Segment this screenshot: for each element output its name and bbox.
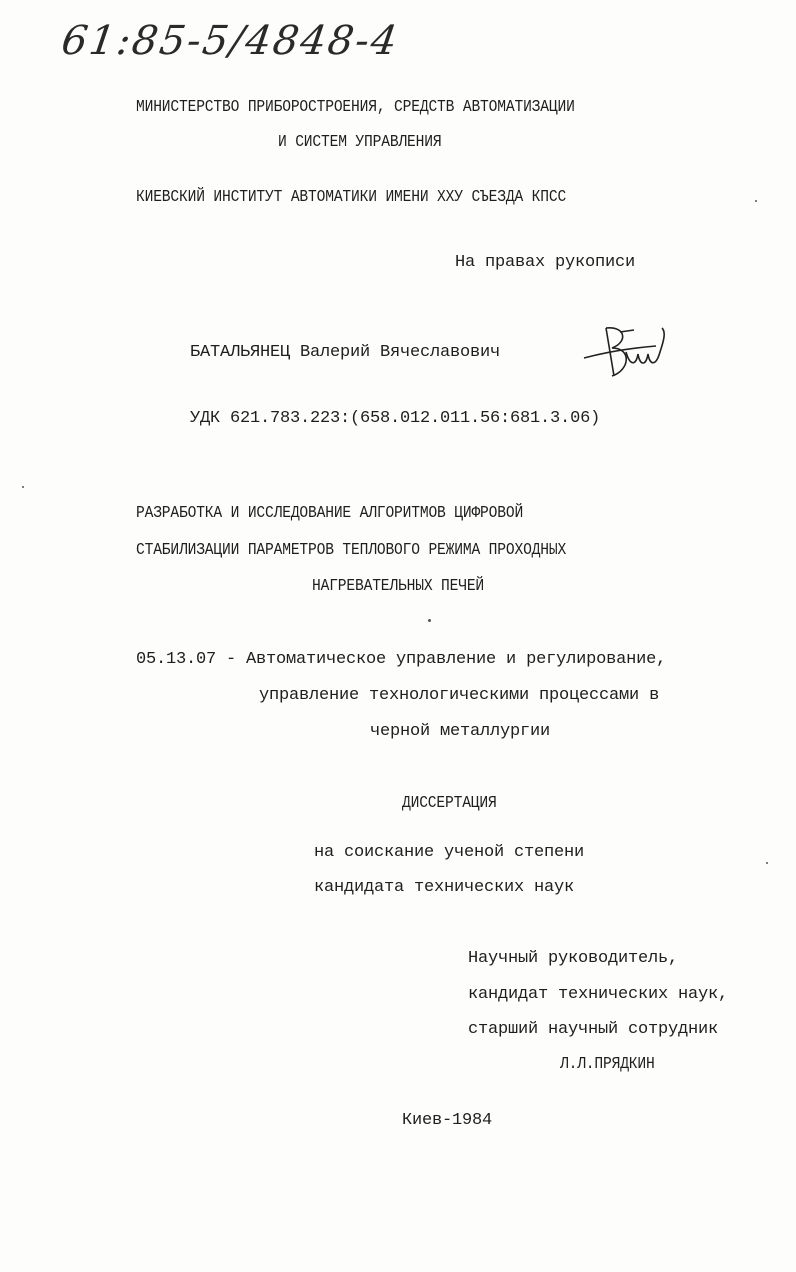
author-name: БАТАЛЬЯНЕЦ Валерий Вячеславович: [190, 343, 501, 362]
title-line-2: СТАБИЛИЗАЦИИ ПАРАМЕТРОВ ТЕПЛОВОГО РЕЖИМА ПРОХОДНЫХ: [136, 541, 567, 560]
institute-name: КИЕВСКИЙ ИНСТИТУТ АВТОМАТИКИ ИМЕНИ XXУ СЪЕЗДА КПСС: [136, 188, 567, 207]
degree-line-1: на соискание ученой степени: [314, 843, 585, 862]
supervisor-name: Л.Л.ПРЯДКИН: [560, 1055, 655, 1074]
ministry-line-2: И СИСТЕМ УПРАВЛЕНИЯ: [278, 133, 442, 152]
title-line-3: НАГРЕВАТЕЛЬНЫХ ПЕЧЕЙ: [312, 577, 485, 596]
manuscript-note: На правах рукописи: [455, 253, 636, 272]
title-line-1: РАЗРАБОТКА И ИССЛЕДОВАНИЕ АЛГОРИТМОВ ЦИФРОВОЙ: [136, 504, 524, 523]
ink-speck: [755, 200, 757, 202]
supervisor-line-3: старший научный сотрудник: [468, 1020, 719, 1039]
archive-code-handwritten: 61:85-5/4848-4: [58, 18, 402, 64]
city-year: Киев-1984: [402, 1111, 493, 1130]
udc-code: УДК 621.783.223:(658.012.011.56:681.3.06): [190, 409, 601, 428]
ink-speck: [428, 619, 431, 622]
document-type: ДИССЕРТАЦИЯ: [402, 794, 497, 813]
degree-line-2: кандидата технических наук: [314, 878, 575, 897]
supervisor-line-2: кандидат технических наук,: [468, 985, 729, 1004]
supervisor-line-1: Научный руководитель,: [468, 949, 679, 968]
author-signature: [576, 318, 676, 388]
ink-speck: [766, 862, 768, 864]
ministry-line-1: МИНИСТЕРСТВО ПРИБОРОСТРОЕНИЯ, СРЕДСТВ АВТОМАТИЗАЦИИ: [136, 98, 575, 117]
specialty-line-1: 05.13.07 - Автоматическое управление и регулирование,: [136, 650, 667, 669]
ink-speck: [22, 486, 24, 488]
specialty-line-2: управление технологическими процессами в: [259, 686, 660, 705]
specialty-line-3: черной металлургии: [370, 722, 551, 741]
